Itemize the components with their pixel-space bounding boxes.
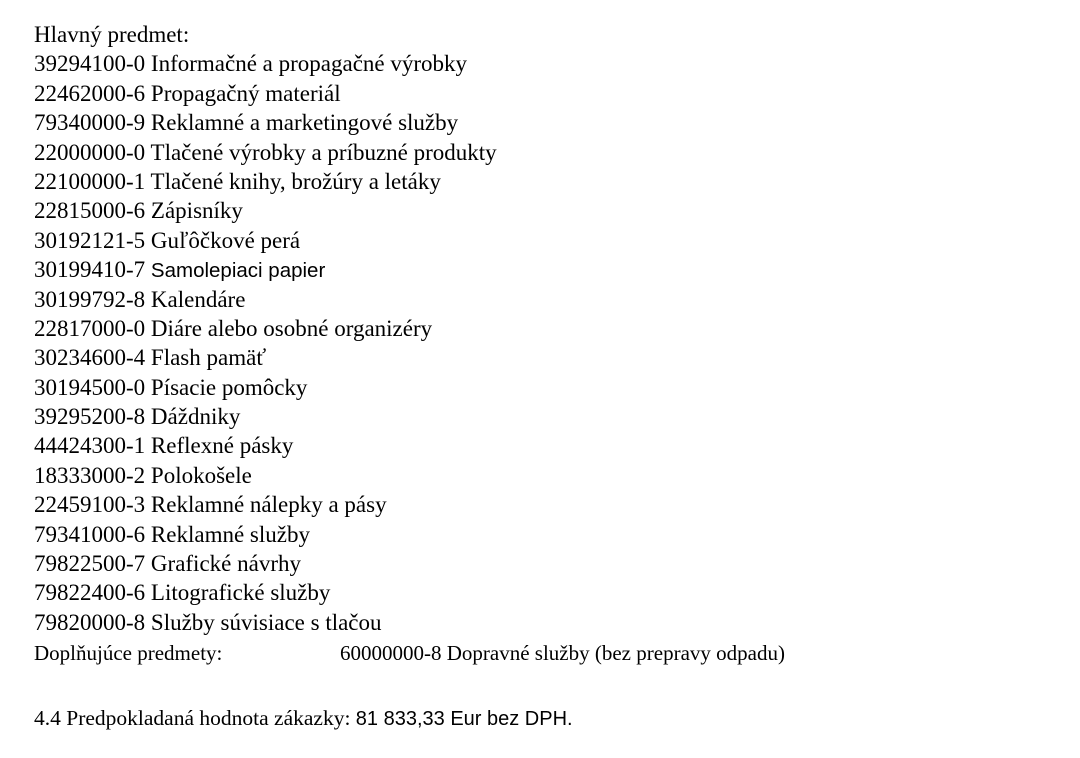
cpv-code: 22815000-6 (34, 198, 146, 224)
cpv-description: Tlačené knihy, brožúry a letáky (150, 168, 441, 194)
cpv-description: Tlačené výrobky a príbuzné produkty (150, 139, 497, 165)
estimated-value-label: 4.4 Predpokladaná hodnota zákazky: (34, 706, 351, 730)
cpv-description: Dáždniky (150, 404, 241, 430)
cpv-description: Kalendáre (150, 286, 246, 312)
cpv-item (34, 549, 1054, 578)
cpv-code: 79822500-7 (34, 551, 146, 577)
supplementary-subject (34, 638, 1054, 668)
cpv-item (34, 108, 1054, 137)
cpv-code: 39295200-8 (34, 404, 146, 430)
estimated-value (34, 703, 573, 734)
cpv-item (34, 402, 1054, 431)
cpv-description: Zápisníky (150, 198, 243, 224)
cpv-description: Flash pamäť (150, 345, 267, 371)
cpv-item (34, 79, 1054, 108)
estimated-value-amount: 81 833,33 Eur bez DPH. (355, 708, 573, 730)
cpv-description: Litografické služby (150, 580, 331, 606)
cpv-code: 44424300-1 (34, 433, 146, 459)
cpv-item (34, 578, 1054, 607)
cpv-item (34, 343, 1054, 372)
cpv-code: 79340000-9 (34, 110, 146, 136)
cpv-item (34, 226, 1054, 255)
cpv-description: Reklamné a marketingové služby (150, 110, 459, 136)
cpv-description: Služby súvisiace s tlačou (150, 609, 382, 635)
cpv-code: 30234600-4 (34, 345, 146, 371)
cpv-code: 79822400-6 (34, 580, 146, 606)
cpv-description: Propagačný materiál (150, 80, 341, 106)
cpv-code: 22000000-0 (34, 139, 146, 165)
cpv-item (34, 490, 1054, 519)
cpv-item (34, 138, 1054, 167)
cpv-description: Polokošele (150, 462, 252, 488)
cpv-code: 22817000-0 (34, 315, 146, 341)
cpv-item (34, 461, 1054, 490)
cpv-item (34, 431, 1054, 460)
cpv-code: 22459100-3 (34, 492, 146, 518)
cpv-code-list (34, 49, 1054, 637)
cpv-description: Písacie pomôcky (150, 374, 308, 400)
cpv-item (34, 520, 1054, 549)
cpv-code: 30192121-5 (34, 227, 146, 253)
cpv-item (34, 49, 1054, 78)
main-subject-heading: Hlavný predmet: (34, 22, 190, 47)
cpv-description: Reklamné služby (150, 521, 310, 547)
cpv-code: 18333000-2 (34, 462, 146, 488)
cpv-item (34, 373, 1054, 402)
cpv-code: 79820000-8 (34, 609, 146, 635)
cpv-code: 30194500-0 (34, 374, 146, 400)
cpv-description: Diáre alebo osobné organizéry (150, 315, 433, 341)
cpv-item (34, 196, 1054, 225)
cpv-description: Reklamné nálepky a pásy (150, 492, 387, 518)
cpv-description: Reflexné pásky (150, 433, 294, 459)
cpv-item (34, 608, 1054, 637)
cpv-code: 22100000-1 (34, 168, 146, 194)
supplementary-subject-label: Doplňujúce predmety: (34, 641, 223, 666)
cpv-item (34, 255, 1054, 284)
procurement-document (34, 20, 1054, 668)
cpv-item (34, 314, 1054, 343)
cpv-description: Guľôčkové perá (150, 227, 301, 253)
cpv-code: 22462000-6 (34, 80, 146, 106)
cpv-description: Informačné a propagačné výrobky (150, 51, 468, 77)
cpv-description: Grafické návrhy (150, 551, 301, 577)
cpv-item (34, 167, 1054, 196)
cpv-description: Samolepiaci papier (150, 259, 326, 283)
cpv-code: 30199792-8 (34, 286, 146, 312)
cpv-code: 30199410-7 (34, 257, 146, 283)
cpv-item (34, 285, 1054, 314)
supplementary-subject-value: 60000000-8 Dopravné služby (bez prepravy odpadu) (340, 641, 785, 666)
cpv-code: 79341000-6 (34, 521, 146, 547)
cpv-code: 39294100-0 (34, 51, 146, 77)
